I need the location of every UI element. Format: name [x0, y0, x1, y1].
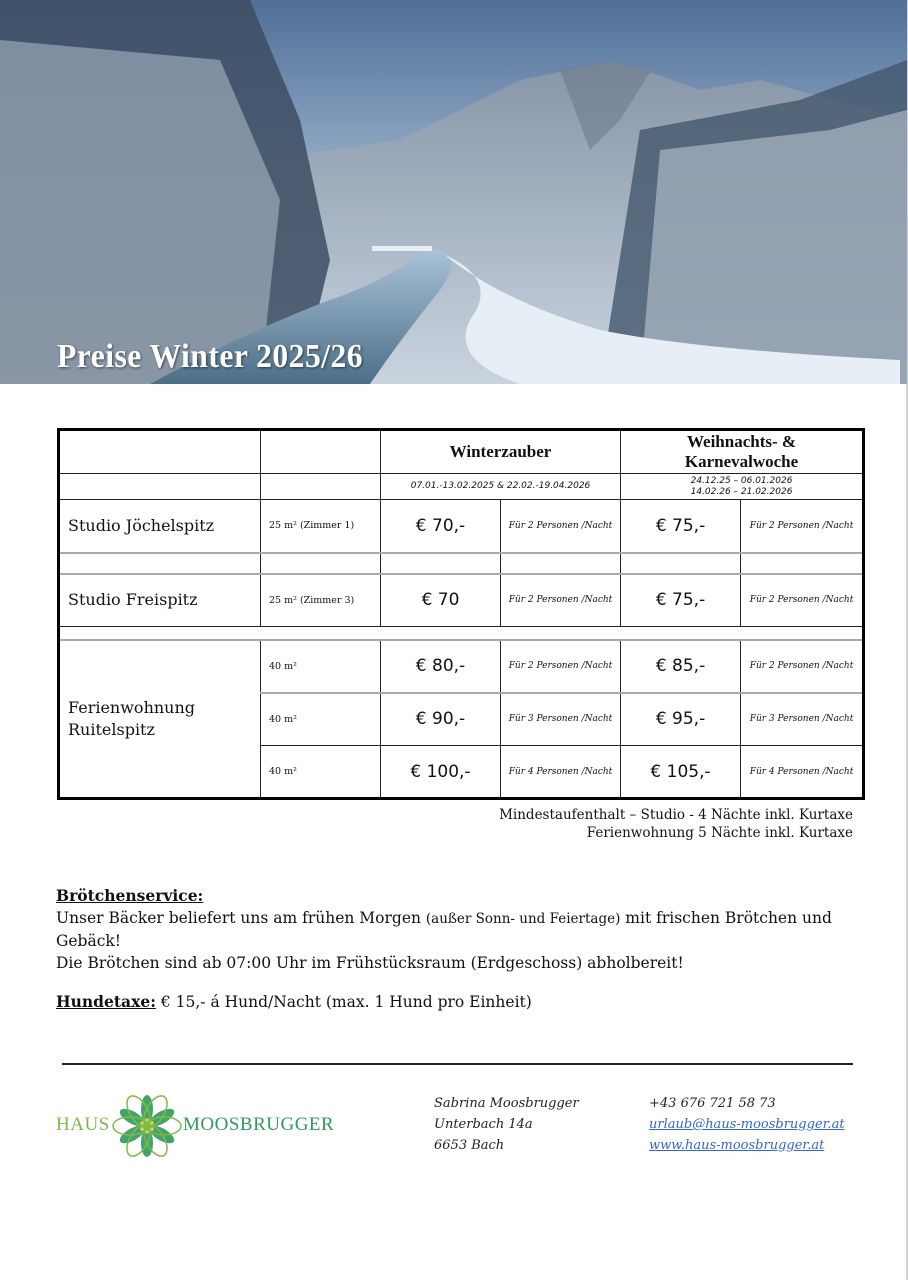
contact-street: Unterbach 14a [434, 1117, 533, 1132]
unit-name: Studio Jöchelspitz [59, 500, 261, 553]
price-winter: € 70,- [381, 500, 501, 553]
date-range-line: 14.02.26 – 21.02.2026 [690, 486, 793, 497]
price-holiday: € 85,- [621, 640, 741, 693]
price-basis-winter: Für 4 Personen /Nacht [501, 746, 621, 799]
price-basis-winter: Für 3 Personen /Nacht [501, 693, 621, 746]
winter-landscape-illustration [0, 0, 907, 384]
bridge [372, 246, 432, 251]
price-holiday: € 95,- [621, 693, 741, 746]
unit-size: 40 m² [261, 693, 381, 746]
empty-cell [261, 474, 381, 500]
table-row [59, 640, 864, 693]
price-basis-winter: Für 2 Personen /Nacht [501, 640, 621, 693]
date-range-holiday [621, 474, 864, 500]
spacer-row [59, 627, 864, 640]
column-header-winterzauber: Winterzauber [381, 430, 621, 474]
unit-name: Studio Freispitz [59, 574, 261, 627]
dog-tax-text: € 15,- á Hund/Nacht (max. 1 Hund pro Einheit) [155, 993, 532, 1011]
bread-service-section [56, 885, 832, 974]
logo-text-haus: HAUS [56, 1114, 110, 1135]
logo-text-moosbrugger: MOOSBRUGGER [183, 1114, 335, 1135]
unit-name-line: Ferienwohnung [68, 697, 196, 717]
price-winter: € 100,- [381, 746, 501, 799]
empty-cell [59, 474, 261, 500]
price-basis-holiday: Für 2 Personen /Nacht [741, 500, 864, 553]
price-holiday: € 75,- [621, 574, 741, 627]
bread-service-text: Gebäck! [56, 932, 122, 950]
date-range-line: 24.12.25 – 06.01.2026 [690, 475, 793, 486]
empty-cell [261, 430, 381, 474]
unit-size: 25 m² (Zimmer 1) [261, 500, 381, 553]
bread-service-text: Die Brötchen sind ab 07:00 Uhr im Frühstücksraum (Erdgeschoss) abholbereit! [56, 954, 684, 972]
price-winter: € 90,- [381, 693, 501, 746]
price-holiday: € 75,- [621, 500, 741, 553]
table-row [59, 574, 864, 627]
column-header-weihnachts-karnevalwoche [621, 430, 864, 474]
price-table [57, 428, 865, 800]
price-basis-winter: Für 2 Personen /Nacht [501, 574, 621, 627]
dog-tax-heading: Hundetaxe: [56, 992, 156, 1011]
email-link[interactable]: urlaub@haus-moosbrugger.at [649, 1117, 845, 1132]
date-range-winterzauber: 07.01.-13.02.2025 & 22.02.-19.04.2026 [381, 474, 621, 500]
table-row [59, 500, 864, 553]
footer-divider [62, 1063, 853, 1065]
text-span: (außer Sonn- und Feiertage) [425, 911, 621, 927]
price-holiday: € 105,- [621, 746, 741, 799]
flower-icon [112, 1091, 182, 1161]
text-span: Unser Bäcker beliefert uns am frühen Morgen [56, 909, 426, 927]
contact-city: 6653 Bach [434, 1138, 505, 1153]
text-span: mit frischen Brötchen und [620, 909, 832, 927]
price-winter: € 70 [381, 574, 501, 627]
minimum-stay-line: Mindestaufenthalt – Studio - 4 Nächte inkl. Kurtaxe [499, 807, 853, 823]
dog-tax-section [56, 991, 532, 1013]
contact-name: Sabrina Moosbrugger [434, 1096, 579, 1111]
column-header-line: Karnevalwoche [684, 452, 799, 471]
empty-cell [59, 430, 261, 474]
price-basis-winter: Für 2 Personen /Nacht [501, 500, 621, 553]
contact-details [649, 1093, 845, 1156]
spacer-row [59, 553, 864, 574]
company-logo [56, 1091, 356, 1161]
column-header-line: Weihnachts- & [686, 432, 797, 451]
price-basis-holiday: Für 3 Personen /Nacht [741, 693, 864, 746]
price-basis-holiday: Für 2 Personen /Nacht [741, 640, 864, 693]
table-dates-row [59, 474, 864, 500]
contact-phone: +43 676 721 58 73 [649, 1096, 776, 1111]
unit-name [59, 640, 261, 799]
bread-service-text [56, 907, 832, 930]
unit-name-line: Ruitelspitz [68, 719, 155, 739]
price-basis-holiday: Für 2 Personen /Nacht [741, 574, 864, 627]
page-title: Preise Winter 2025/26 [57, 338, 364, 375]
website-link[interactable]: www.haus-moosbrugger.at [649, 1138, 825, 1153]
minimum-stay-line: Ferienwohnung 5 Nächte inkl. Kurtaxe [586, 825, 853, 841]
unit-size: 25 m² (Zimmer 3) [261, 574, 381, 627]
unit-size: 40 m² [261, 746, 381, 799]
unit-size: 40 m² [261, 640, 381, 693]
price-basis-holiday: Für 4 Personen /Nacht [741, 746, 864, 799]
contact-address [434, 1093, 579, 1156]
table-header-row [59, 430, 864, 474]
hero-image [0, 0, 907, 384]
minimum-stay-note [499, 806, 853, 842]
price-winter: € 80,- [381, 640, 501, 693]
bread-service-heading: Brötchenservice: [56, 886, 204, 905]
